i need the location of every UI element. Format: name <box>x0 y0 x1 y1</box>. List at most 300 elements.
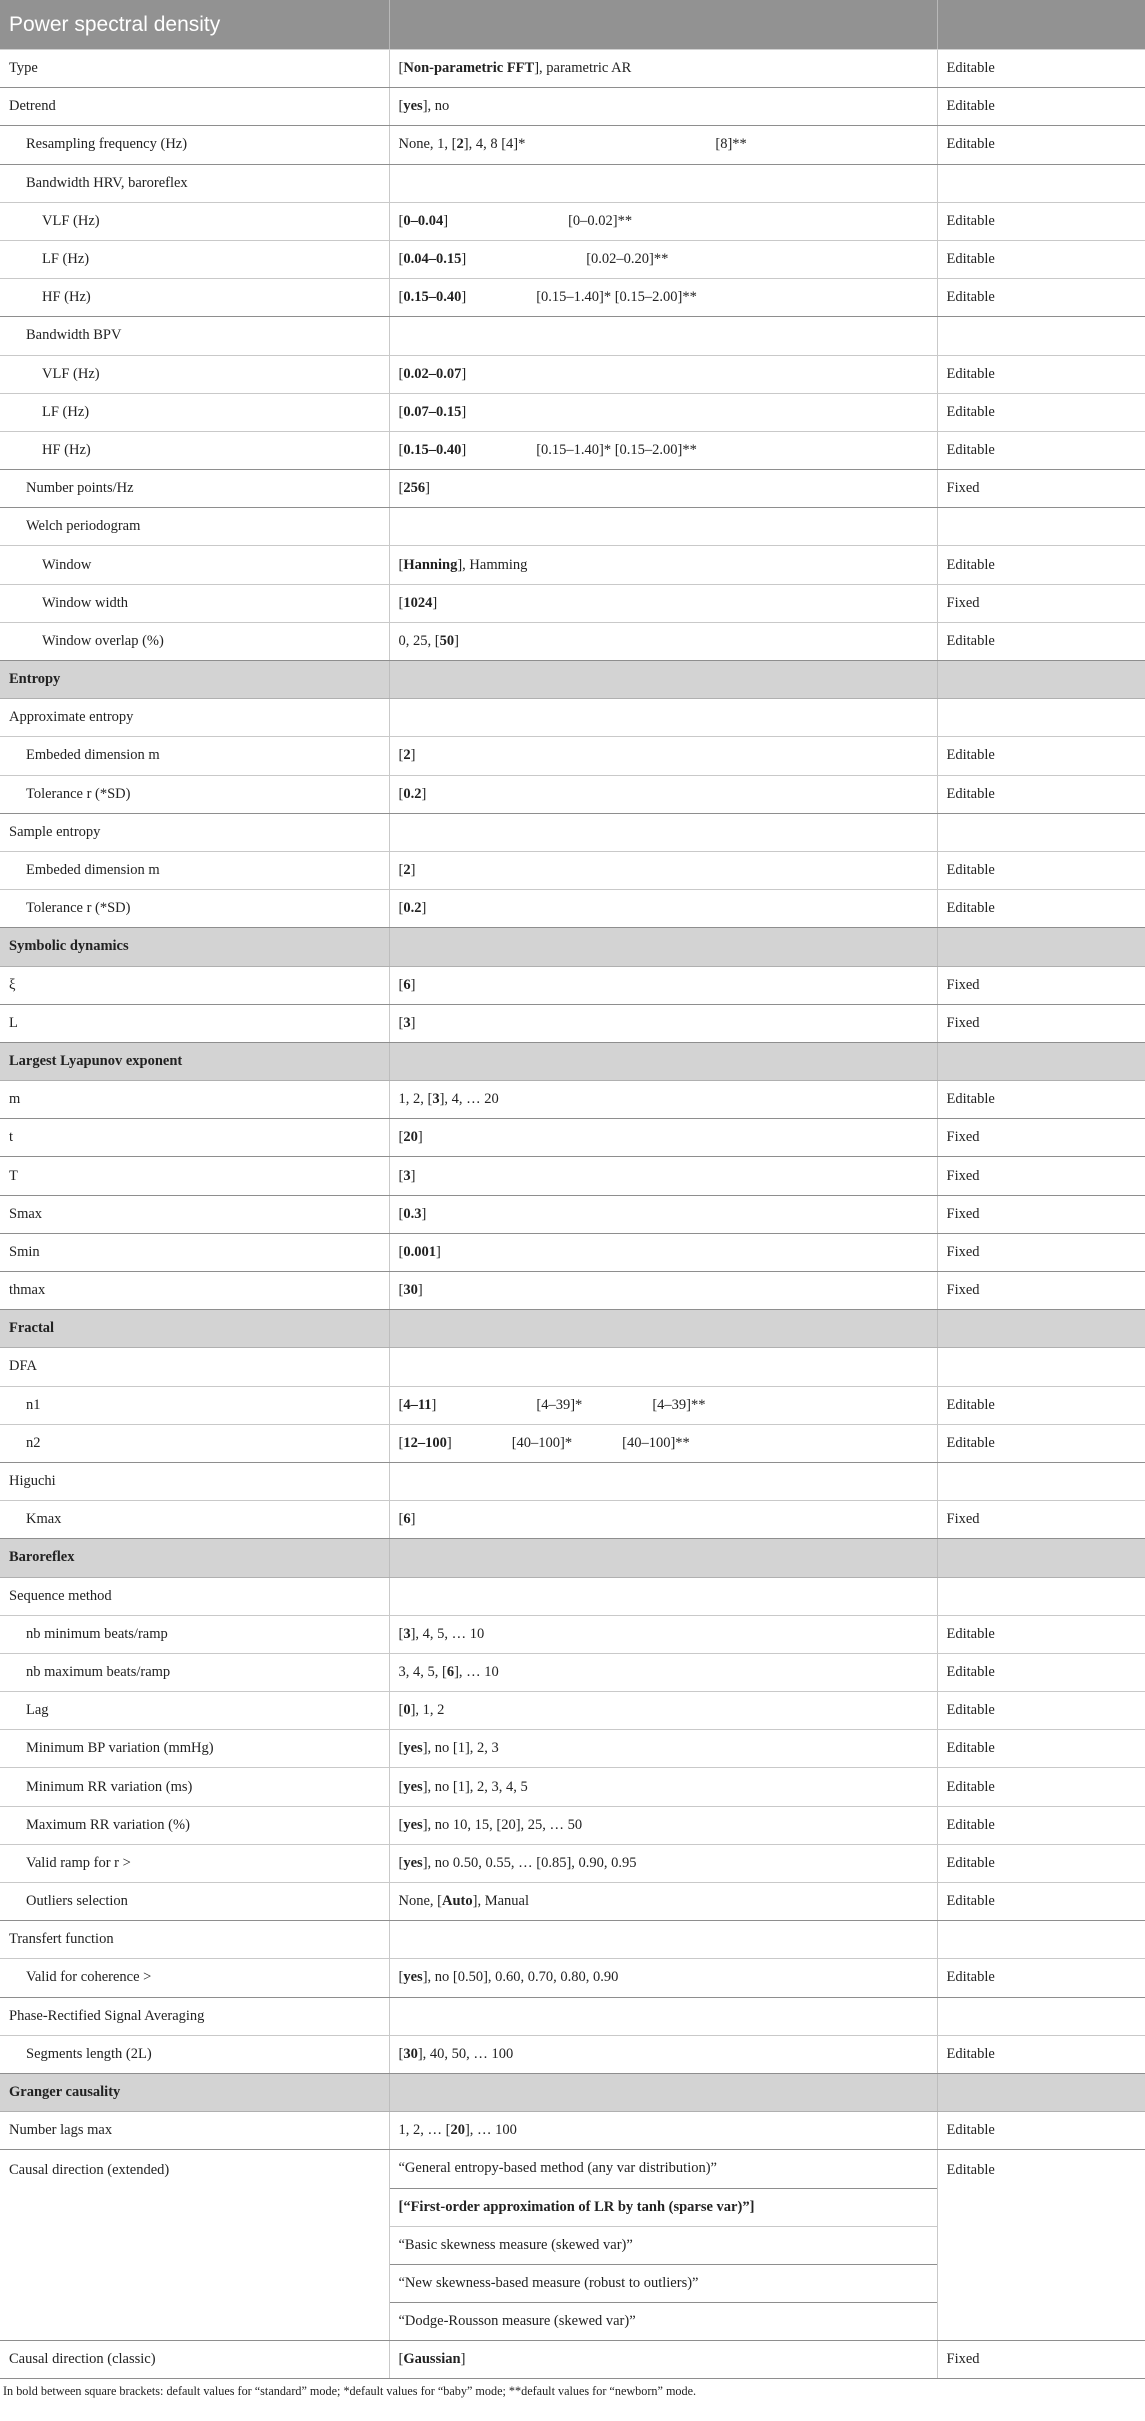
parameter-value <box>389 470 937 508</box>
parameter-value <box>389 355 937 393</box>
parameter-status: Editable <box>937 2112 1145 2150</box>
parameter-label: Smin <box>0 1233 389 1271</box>
value-text: [ <box>398 1740 404 1757</box>
value-text: [ <box>398 1625 404 1642</box>
value-text: [ <box>398 1014 404 1031</box>
value-text: [8]** <box>715 136 747 153</box>
value-text: [4–39]** <box>652 1396 706 1413</box>
parameter-label: Transfert function <box>0 1921 389 1959</box>
value-text: ] <box>410 862 416 879</box>
value-text: ] <box>435 1243 441 1260</box>
parameter-value <box>389 584 937 622</box>
parameter-row <box>0 2341 1145 2379</box>
options-cell <box>389 2150 937 2341</box>
parameter-status: Editable <box>937 393 1145 431</box>
parameter-status <box>937 164 1145 202</box>
parameter-label: nb minimum beats/ramp <box>0 1615 389 1653</box>
value-default: 0.02–0.07 <box>403 365 462 382</box>
value-text: ] <box>461 289 467 306</box>
parameter-row <box>0 2112 1145 2150</box>
parameter-status: Fixed <box>937 1004 1145 1042</box>
parameter-label: Valid for coherence > <box>0 1959 389 1997</box>
value-text: [ <box>398 480 404 497</box>
section-title: Entropy <box>0 661 389 699</box>
parameter-row <box>0 890 1145 928</box>
value-default: yes <box>403 1969 423 1986</box>
value-default: Auto <box>442 1893 473 1910</box>
value-default: 256 <box>403 480 426 497</box>
value-text: ], parametric AR <box>534 60 632 77</box>
parameter-status: Fixed <box>937 1195 1145 1233</box>
value-text: ], no 0.50, 0.55, … [0.85], 0.90, 0.95 <box>422 1854 637 1871</box>
parameter-label: Tolerance r (*SD) <box>0 775 389 813</box>
value-default: 0.15–0.40 <box>403 441 462 458</box>
value-default: 20 <box>403 1129 418 1146</box>
parameter-row <box>0 1462 1145 1500</box>
parameter-status: Editable <box>937 431 1145 469</box>
value-default: 0.07–0.15 <box>403 403 462 420</box>
parameter-label: Phase-Rectified Signal Averaging <box>0 1997 389 2035</box>
section-cell-empty <box>937 928 1145 966</box>
parameter-status: Editable <box>937 355 1145 393</box>
value-default: 0 <box>403 1702 411 1719</box>
value-text: ], 40, 50, … 100 <box>417 2045 514 2062</box>
parameter-label: LF (Hz) <box>0 240 389 278</box>
parameter-status <box>937 317 1145 355</box>
value-text: ] <box>432 594 438 611</box>
parameter-label: Detrend <box>0 88 389 126</box>
parameter-status: Editable <box>937 88 1145 126</box>
parameter-row <box>0 279 1145 317</box>
parameter-label: Outliers selection <box>0 1883 389 1921</box>
value-default: 6 <box>403 1511 411 1528</box>
parameter-row <box>0 775 1145 813</box>
parameter-value <box>389 317 937 355</box>
value-text: ] <box>454 632 459 649</box>
parameter-label: t <box>0 1119 389 1157</box>
parameter-label: HF (Hz) <box>0 279 389 317</box>
parameter-label: Minimum BP variation (mmHg) <box>0 1730 389 1768</box>
parameter-status: Fixed <box>937 584 1145 622</box>
parameter-status <box>937 1921 1145 1959</box>
value-text: [ <box>398 785 404 802</box>
value-text: “New skewness-based measure (robust to outliers)” <box>398 2274 699 2291</box>
section-cell-empty <box>389 1042 937 1080</box>
value-text: ] <box>461 441 467 458</box>
parameter-row <box>0 431 1145 469</box>
section-title: Largest Lyapunov exponent <box>0 1042 389 1080</box>
parameter-row <box>0 966 1145 1004</box>
section-title: Symbolic dynamics <box>0 928 389 966</box>
value-text: ] <box>461 403 467 420</box>
value-text: ], 1, 2 <box>410 1702 445 1719</box>
value-text: 3, 4, 5, [ <box>398 1663 447 1680</box>
parameter-value <box>389 1921 937 1959</box>
parameter-status: Editable <box>937 1806 1145 1844</box>
section-cell-empty <box>389 1310 937 1348</box>
value-text: ] <box>417 1129 423 1146</box>
parameter-label: Causal direction (extended) <box>0 2150 389 2341</box>
title-cell-empty <box>937 0 1145 50</box>
parameter-value <box>389 240 937 278</box>
parameter-row <box>0 355 1145 393</box>
parameter-row <box>0 1883 1145 1921</box>
parameter-value <box>389 1615 937 1653</box>
value-default: [“First-order approximation of LR by tanh (sparse var)”] <box>398 2198 755 2215</box>
table-body <box>0 50 1145 2379</box>
parameter-status <box>937 1462 1145 1500</box>
parameter-status: Fixed <box>937 1119 1145 1157</box>
parameter-label: Smax <box>0 1195 389 1233</box>
parameter-status: Fixed <box>937 1233 1145 1271</box>
value-text: None, 1, [ <box>398 136 457 153</box>
parameter-value <box>389 88 937 126</box>
value-text: [ <box>398 289 404 306</box>
parameter-status: Editable <box>937 775 1145 813</box>
parameter-status <box>937 699 1145 737</box>
value-default: yes <box>403 1854 423 1871</box>
parameter-status: Editable <box>937 851 1145 889</box>
parameter-label: DFA <box>0 1348 389 1386</box>
value-text: ], no [0.50], 0.60, 0.70, 0.80, 0.90 <box>422 1969 619 1986</box>
value-text: [ <box>398 1702 404 1719</box>
value-text: [ <box>398 212 404 229</box>
parameter-label: Lag <box>0 1692 389 1730</box>
parameter-row <box>0 1844 1145 1882</box>
value-text: [ <box>398 365 404 382</box>
parameter-status <box>937 508 1145 546</box>
parameter-status: Editable <box>937 1424 1145 1462</box>
value-default: 0.001 <box>403 1243 436 1260</box>
value-text: [4–39]* <box>536 1396 583 1413</box>
parameter-value <box>389 1844 937 1882</box>
parameter-value <box>389 1997 937 2035</box>
parameter-row <box>0 1806 1145 1844</box>
parameter-row <box>0 1004 1145 1042</box>
parameter-value <box>389 1501 937 1539</box>
value-text: [0–0.02]** <box>568 212 633 229</box>
value-default: Gaussian <box>403 2351 461 2368</box>
value-text: [ <box>398 1282 404 1299</box>
parameter-value <box>389 546 937 584</box>
parameter-row <box>0 1081 1145 1119</box>
parameter-status: Editable <box>937 1081 1145 1119</box>
value-text: ], … 10 <box>454 1663 499 1680</box>
parameter-status: Editable <box>937 126 1145 164</box>
parameter-value <box>389 508 937 546</box>
parameter-value <box>389 1424 937 1462</box>
value-text: ] <box>421 1205 427 1222</box>
value-text: [ <box>398 1511 404 1528</box>
parameter-label: nb maximum beats/ramp <box>0 1653 389 1691</box>
parameter-label: VLF (Hz) <box>0 355 389 393</box>
parameter-row <box>0 508 1145 546</box>
table-title: Power spectral density <box>0 0 389 50</box>
option-item <box>390 2265 937 2303</box>
parameter-status <box>937 1348 1145 1386</box>
value-text: [ <box>398 1129 404 1146</box>
value-text: ], Manual <box>472 1893 529 1910</box>
parameter-row <box>0 1424 1145 1462</box>
value-default: 2 <box>456 136 464 153</box>
value-default: 2 <box>403 862 411 879</box>
parameter-status: Editable <box>937 2035 1145 2073</box>
value-text: ] <box>431 1396 437 1413</box>
value-text: ] <box>460 2351 466 2368</box>
parameter-status: Editable <box>937 202 1145 240</box>
value-text: [ <box>398 403 404 420</box>
value-text: ], … 100 <box>464 2122 517 2139</box>
parameter-value <box>389 1806 937 1844</box>
parameter-value <box>389 431 937 469</box>
value-default: 0.2 <box>403 900 422 917</box>
parameter-row <box>0 1348 1145 1386</box>
multi-option-row <box>0 2150 1145 2341</box>
parameter-value <box>389 1730 937 1768</box>
value-text: [ <box>398 747 404 764</box>
parameter-row <box>0 1119 1145 1157</box>
value-text: [ <box>398 594 404 611</box>
parameter-row <box>0 546 1145 584</box>
parameter-value <box>389 279 937 317</box>
value-text: [ <box>398 60 404 77</box>
section-title: Granger causality <box>0 2073 389 2111</box>
parameter-status: Fixed <box>937 470 1145 508</box>
parameter-label: thmax <box>0 1272 389 1310</box>
value-default: 30 <box>403 1282 418 1299</box>
parameter-row <box>0 164 1145 202</box>
parameter-status: Editable <box>937 737 1145 775</box>
parameter-value <box>389 2112 937 2150</box>
value-default: 1024 <box>403 594 433 611</box>
section-cell-empty <box>389 2073 937 2111</box>
section-title: Baroreflex <box>0 1539 389 1577</box>
value-default: 4–11 <box>403 1396 432 1413</box>
value-default: 2 <box>403 747 411 764</box>
value-text: ] <box>410 1511 416 1528</box>
parameter-value <box>389 1348 937 1386</box>
parameter-status <box>937 1577 1145 1615</box>
value-text: [ <box>398 251 404 268</box>
parameter-label: Embeded dimension m <box>0 851 389 889</box>
parameter-value <box>389 813 937 851</box>
parameter-status: Editable <box>937 1615 1145 1653</box>
value-text: [ <box>398 1205 404 1222</box>
parameter-label: Sequence method <box>0 1577 389 1615</box>
value-default: 3 <box>432 1091 440 1108</box>
value-text: [ <box>398 1167 404 1184</box>
table-footnote: In bold between square brackets: default values for “standard” mode; *default values for “baby” mode; **default values for “newborn” mode. <box>3 2384 697 2399</box>
parameter-status: Editable <box>937 622 1145 660</box>
parameter-label: m <box>0 1081 389 1119</box>
value-text: ] <box>410 747 416 764</box>
parameter-value <box>389 2341 937 2379</box>
value-text: [ <box>398 98 404 115</box>
parameter-row <box>0 2035 1145 2073</box>
value-text: [ <box>398 2351 404 2368</box>
parameter-status: Editable <box>937 1844 1145 1882</box>
parameter-value <box>389 1959 937 1997</box>
parameter-value <box>389 1883 937 1921</box>
parameter-label: n2 <box>0 1424 389 1462</box>
parameter-label: Welch periodogram <box>0 508 389 546</box>
parameter-label: Window overlap (%) <box>0 622 389 660</box>
parameter-status: Editable <box>937 1768 1145 1806</box>
value-text: ], 4, … 20 <box>439 1091 499 1108</box>
parameter-label: VLF (Hz) <box>0 202 389 240</box>
section-header-row <box>0 1042 1145 1080</box>
value-text: ], no 10, 15, [20], 25, … 50 <box>422 1816 583 1833</box>
value-text: ] <box>461 365 467 382</box>
value-text: [40–100]* <box>511 1434 573 1451</box>
value-text: ] <box>410 976 416 993</box>
parameter-status: Fixed <box>937 966 1145 1004</box>
value-text: ], no [1], 2, 3, 4, 5 <box>422 1778 528 1795</box>
value-text: [ <box>398 1854 404 1871</box>
value-text: [ <box>398 1243 404 1260</box>
value-text: [ <box>398 441 404 458</box>
parameter-label: Number lags max <box>0 2112 389 2150</box>
option-item <box>390 2227 937 2265</box>
parameter-value <box>389 202 937 240</box>
parameter-label: Tolerance r (*SD) <box>0 890 389 928</box>
value-text: 0, 25, [ <box>398 632 440 649</box>
parameter-label: n1 <box>0 1386 389 1424</box>
parameter-value <box>389 1272 937 1310</box>
parameter-row <box>0 1615 1145 1653</box>
value-text: ], Hamming <box>457 556 528 573</box>
parameter-row <box>0 1577 1145 1615</box>
value-text: None, [ <box>398 1893 442 1910</box>
parameter-row <box>0 737 1145 775</box>
parameter-status: Editable <box>937 240 1145 278</box>
value-default: 12–100 <box>403 1434 447 1451</box>
parameter-status: Editable <box>937 50 1145 88</box>
value-text: ] <box>425 480 430 497</box>
section-cell-empty <box>937 1539 1145 1577</box>
value-default: 3 <box>403 1014 411 1031</box>
section-header-row <box>0 928 1145 966</box>
parameter-row <box>0 1501 1145 1539</box>
parameter-value <box>389 50 937 88</box>
value-default: 3 <box>403 1625 411 1642</box>
parameter-row <box>0 622 1145 660</box>
parameter-value <box>389 622 937 660</box>
parameter-label: Embeded dimension m <box>0 737 389 775</box>
section-cell-empty <box>389 661 937 699</box>
parameter-label: Sample entropy <box>0 813 389 851</box>
parameter-row <box>0 584 1145 622</box>
value-text: ] <box>421 900 427 917</box>
value-text: ], no <box>422 98 450 115</box>
value-default: yes <box>403 1816 423 1833</box>
section-header-row <box>0 1310 1145 1348</box>
value-text: 1, 2, [ <box>398 1091 433 1108</box>
value-default: 0–0.04 <box>403 212 444 229</box>
value-default: yes <box>403 98 423 115</box>
value-text: [0.02–0.20]** <box>586 251 669 268</box>
parameter-status: Fixed <box>937 1501 1145 1539</box>
parameter-status: Fixed <box>937 2341 1145 2379</box>
parameter-row <box>0 1195 1145 1233</box>
parameter-row <box>0 1921 1145 1959</box>
value-default: 50 <box>439 632 455 649</box>
parameter-label: Maximum RR variation (%) <box>0 1806 389 1844</box>
parameter-row <box>0 202 1145 240</box>
parameter-row <box>0 1730 1145 1768</box>
parameter-label: Bandwidth BPV <box>0 317 389 355</box>
parameter-value <box>389 1081 937 1119</box>
parameter-label: Number points/Hz <box>0 470 389 508</box>
value-default: yes <box>403 1740 423 1757</box>
parameter-value <box>389 737 937 775</box>
value-text: 1, 2, … [ <box>398 2122 451 2139</box>
value-text: ] <box>443 212 449 229</box>
value-text: ] <box>410 1167 416 1184</box>
section-cell-empty <box>937 2073 1145 2111</box>
parameter-label: L <box>0 1004 389 1042</box>
value-text: ], 4, 5, … 10 <box>410 1625 485 1642</box>
parameter-label: Resampling frequency (Hz) <box>0 126 389 164</box>
parameter-row <box>0 88 1145 126</box>
parameter-label: Higuchi <box>0 1462 389 1500</box>
parameter-value <box>389 1386 937 1424</box>
value-text: [ <box>398 1816 404 1833</box>
value-text: [ <box>398 976 404 993</box>
parameter-value <box>389 1004 937 1042</box>
parameter-label: Bandwidth HRV, baroreflex <box>0 164 389 202</box>
parameter-label: Window <box>0 546 389 584</box>
value-default: 0.04–0.15 <box>403 251 462 268</box>
value-text: [ <box>398 1969 404 1986</box>
parameter-status: Editable <box>937 890 1145 928</box>
parameter-status: Editable <box>937 1959 1145 1997</box>
value-text: “General entropy-based method (any var distribution)” <box>398 2160 717 2177</box>
option-item <box>390 2189 937 2227</box>
section-cell-empty <box>389 928 937 966</box>
parameter-value <box>389 775 937 813</box>
value-text: [ <box>398 2045 404 2062</box>
parameter-status: Editable <box>937 2150 1145 2341</box>
parameter-label: Valid ramp for r > <box>0 1844 389 1882</box>
parameter-status: Fixed <box>937 1157 1145 1195</box>
parameter-value <box>389 890 937 928</box>
section-header-row <box>0 661 1145 699</box>
option-item <box>390 2150 937 2188</box>
value-text: ] <box>417 1282 423 1299</box>
section-header-row <box>0 1539 1145 1577</box>
value-text: ] <box>410 1014 416 1031</box>
value-default: 30 <box>403 2045 418 2062</box>
parameter-status: Editable <box>937 546 1145 584</box>
parameter-label: LF (Hz) <box>0 393 389 431</box>
parameter-value <box>389 966 937 1004</box>
title-cell-empty <box>389 0 937 50</box>
parameter-row <box>0 813 1145 851</box>
table-title-row <box>0 0 1145 50</box>
parameter-row <box>0 1233 1145 1271</box>
section-cell-empty <box>937 1310 1145 1348</box>
parameter-label: Causal direction (classic) <box>0 2341 389 2379</box>
value-text: [40–100]** <box>622 1434 690 1451</box>
value-text: [ <box>398 1778 404 1795</box>
parameter-row <box>0 126 1145 164</box>
parameter-value <box>389 1692 937 1730</box>
parameter-status <box>937 1997 1145 2035</box>
value-default: 0.15–0.40 <box>403 289 462 306</box>
parameter-value <box>389 1195 937 1233</box>
parameter-label: Segments length (2L) <box>0 2035 389 2073</box>
